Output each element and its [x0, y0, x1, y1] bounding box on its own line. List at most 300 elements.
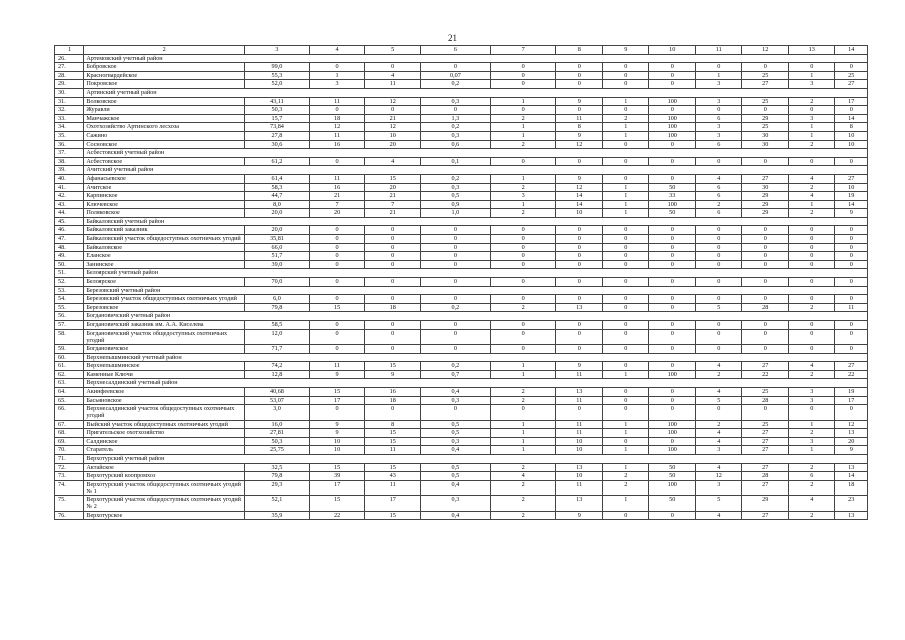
- table-row: [55, 97, 868, 106]
- row-number: 35.: [55, 131, 84, 140]
- value-cell: 0: [556, 106, 603, 115]
- row-number: 36.: [55, 140, 84, 149]
- column-header: 3: [245, 46, 310, 55]
- row-number: 32.: [55, 106, 84, 115]
- value-cell: 0,4: [421, 480, 491, 495]
- value-cell: 79,8: [245, 303, 310, 312]
- value-cell: 22: [309, 511, 365, 520]
- ground-name: Бобровское: [84, 63, 245, 72]
- value-cell: 20: [835, 437, 868, 446]
- value-cell: 1: [602, 496, 649, 511]
- row-number: 39.: [55, 166, 84, 175]
- value-cell: 100: [649, 97, 696, 106]
- value-cell: 2: [490, 387, 556, 396]
- row-number: 71.: [55, 454, 84, 463]
- value-cell: 11: [309, 131, 365, 140]
- value-cell: 71,7: [245, 345, 310, 354]
- value-cell: 1: [490, 123, 556, 132]
- value-cell: 0: [649, 63, 696, 72]
- value-cell: 0: [421, 260, 491, 269]
- value-cell: 0: [556, 321, 603, 330]
- value-cell: 0: [788, 329, 835, 344]
- value-cell: 6: [788, 472, 835, 481]
- value-cell: 0: [602, 278, 649, 287]
- value-cell: 0: [649, 71, 696, 80]
- value-cell: 28: [742, 472, 789, 481]
- section-row: [55, 166, 868, 175]
- value-cell: 0,5: [421, 463, 491, 472]
- value-cell: 15: [365, 463, 421, 472]
- value-cell: 0: [742, 106, 789, 115]
- value-cell: 100: [649, 480, 696, 495]
- ground-name: Верхнесалдинский участок общедоступных охотничьих угодий: [84, 405, 245, 420]
- value-cell: 4: [695, 437, 742, 446]
- value-cell: 0: [490, 295, 556, 304]
- value-cell: 0: [421, 235, 491, 244]
- row-number: 70.: [55, 446, 84, 455]
- row-number: 75.: [55, 496, 84, 511]
- table-row: [55, 387, 868, 396]
- value-cell: 100: [649, 420, 696, 429]
- value-cell: 1: [602, 429, 649, 438]
- ground-name: Верхотурский коопромхоз: [84, 472, 245, 481]
- value-cell: 0: [490, 80, 556, 89]
- table-row: [55, 106, 868, 115]
- value-cell: 0: [835, 243, 868, 252]
- table-row: [55, 131, 868, 140]
- value-cell: 2: [788, 140, 835, 149]
- value-cell: 28: [742, 396, 789, 405]
- row-number: 44.: [55, 209, 84, 218]
- value-cell: 0: [556, 252, 603, 261]
- value-cell: 11: [556, 114, 603, 123]
- section-title: Белоярский учетный район: [84, 269, 868, 278]
- row-number: 59.: [55, 345, 84, 354]
- ground-name: Богдановичский заказник им. А.А. Киселева: [84, 321, 245, 330]
- value-cell: 1: [602, 463, 649, 472]
- page-number: 21: [448, 33, 457, 43]
- value-cell: 27: [835, 362, 868, 371]
- ground-name: Богдановичский участок общедоступных охотничьих угодий: [84, 329, 245, 344]
- value-cell: 0,5: [421, 192, 491, 201]
- row-number: 47.: [55, 235, 84, 244]
- value-cell: 0: [835, 405, 868, 420]
- value-cell: 0: [788, 345, 835, 354]
- value-cell: 15: [365, 429, 421, 438]
- value-cell: 0: [742, 235, 789, 244]
- value-cell: 20,0: [245, 209, 310, 218]
- value-cell: 0: [742, 329, 789, 344]
- value-cell: 15: [309, 463, 365, 472]
- value-cell: 4: [695, 387, 742, 396]
- value-cell: 3: [695, 123, 742, 132]
- value-cell: 0: [695, 295, 742, 304]
- value-cell: 0,5: [421, 472, 491, 481]
- ground-name: Березовское: [84, 303, 245, 312]
- value-cell: 0: [649, 511, 696, 520]
- row-number: 26.: [55, 54, 84, 63]
- value-cell: 12,8: [245, 370, 310, 379]
- ground-name: Богдановичское: [84, 345, 245, 354]
- value-cell: 9: [309, 420, 365, 429]
- value-cell: 2: [490, 140, 556, 149]
- value-cell: 18: [365, 396, 421, 405]
- value-cell: 1: [602, 183, 649, 192]
- value-cell: 0: [695, 106, 742, 115]
- value-cell: 8: [556, 123, 603, 132]
- row-number: 76.: [55, 511, 84, 520]
- value-cell: 4: [695, 174, 742, 183]
- value-cell: 30: [742, 140, 789, 149]
- value-cell: 39: [309, 472, 365, 481]
- value-cell: 0: [742, 345, 789, 354]
- value-cell: 13: [556, 496, 603, 511]
- value-cell: 13: [556, 303, 603, 312]
- ground-name: Каменные Ключи: [84, 370, 245, 379]
- value-cell: 0,4: [421, 387, 491, 396]
- value-cell: 0: [602, 396, 649, 405]
- value-cell: 0: [835, 235, 868, 244]
- table-row: [55, 303, 868, 312]
- row-number: 62.: [55, 370, 84, 379]
- value-cell: 0: [421, 226, 491, 235]
- value-cell: 3,0: [245, 405, 310, 420]
- value-cell: 11: [309, 362, 365, 371]
- value-cell: 0: [649, 345, 696, 354]
- value-cell: 29: [742, 192, 789, 201]
- value-cell: 1: [602, 420, 649, 429]
- value-cell: 11: [556, 429, 603, 438]
- value-cell: 2: [788, 209, 835, 218]
- value-cell: 50,3: [245, 106, 310, 115]
- value-cell: 27,8: [245, 131, 310, 140]
- value-cell: 0,3: [421, 396, 491, 405]
- table-row: [55, 496, 868, 511]
- value-cell: 25: [835, 71, 868, 80]
- value-cell: 40,68: [245, 387, 310, 396]
- value-cell: 0: [556, 71, 603, 80]
- value-cell: 15: [365, 511, 421, 520]
- table-row: [55, 295, 868, 304]
- value-cell: 0: [602, 295, 649, 304]
- value-cell: 0: [365, 321, 421, 330]
- section-row: [55, 88, 868, 97]
- value-cell: 12: [695, 472, 742, 481]
- value-cell: 0: [695, 252, 742, 261]
- value-cell: 0,9: [421, 200, 491, 209]
- value-cell: 9: [365, 370, 421, 379]
- value-cell: 0: [490, 226, 556, 235]
- value-cell: 0: [695, 260, 742, 269]
- value-cell: 0: [649, 106, 696, 115]
- column-header: 7: [490, 46, 556, 55]
- value-cell: 10: [835, 140, 868, 149]
- value-cell: 0: [835, 295, 868, 304]
- value-cell: 1: [490, 370, 556, 379]
- table-row: [55, 370, 868, 379]
- value-cell: 9: [835, 209, 868, 218]
- row-number: 38.: [55, 157, 84, 166]
- row-number: 66.: [55, 405, 84, 420]
- value-cell: 10: [365, 131, 421, 140]
- section-title: Верхнепышминский учетный район: [84, 353, 868, 362]
- value-cell: 0: [835, 252, 868, 261]
- ground-name: Красногвардейское: [84, 71, 245, 80]
- value-cell: 0: [490, 405, 556, 420]
- column-header: 13: [788, 46, 835, 55]
- value-cell: 0: [309, 252, 365, 261]
- value-cell: 12: [556, 140, 603, 149]
- ground-name: Карпинское: [84, 192, 245, 201]
- row-number: 41.: [55, 183, 84, 192]
- column-header: 12: [742, 46, 789, 55]
- value-cell: 0: [556, 295, 603, 304]
- value-cell: 0: [602, 243, 649, 252]
- value-cell: 10: [835, 183, 868, 192]
- section-row: [55, 353, 868, 362]
- section-row: [55, 312, 868, 321]
- value-cell: 11: [556, 420, 603, 429]
- value-cell: 0: [695, 345, 742, 354]
- table-row: [55, 63, 868, 72]
- value-cell: 52,1: [245, 496, 310, 511]
- value-cell: 0: [788, 235, 835, 244]
- value-cell: 0: [788, 106, 835, 115]
- value-cell: 1: [788, 131, 835, 140]
- value-cell: 61,4: [245, 174, 310, 183]
- column-header: 5: [365, 46, 421, 55]
- table-row: [55, 243, 868, 252]
- ground-name: Сосновское: [84, 140, 245, 149]
- value-cell: 14: [556, 192, 603, 201]
- section-row: [55, 54, 868, 63]
- value-cell: 17: [309, 480, 365, 495]
- value-cell: 0: [835, 329, 868, 344]
- row-number: 27.: [55, 63, 84, 72]
- value-cell: 0: [490, 321, 556, 330]
- value-cell: 2: [602, 114, 649, 123]
- value-cell: 0,3: [421, 437, 491, 446]
- row-number: 30.: [55, 88, 84, 97]
- value-cell: 1: [490, 97, 556, 106]
- value-cell: 0: [602, 405, 649, 420]
- value-cell: 21: [365, 192, 421, 201]
- column-header: 8: [556, 46, 603, 55]
- value-cell: 100: [649, 446, 696, 455]
- table-row: [55, 252, 868, 261]
- value-cell: 3: [695, 480, 742, 495]
- value-cell: 4: [490, 472, 556, 481]
- value-cell: 0: [602, 157, 649, 166]
- row-number: 46.: [55, 226, 84, 235]
- value-cell: 3: [788, 114, 835, 123]
- value-cell: 0: [649, 396, 696, 405]
- row-number: 63.: [55, 379, 84, 388]
- value-cell: 0: [490, 63, 556, 72]
- section-title: Богдановичский учетный район: [84, 312, 868, 321]
- value-cell: 0: [365, 260, 421, 269]
- value-cell: 0: [695, 405, 742, 420]
- value-cell: 0: [556, 157, 603, 166]
- value-cell: 2: [490, 396, 556, 405]
- value-cell: 1: [490, 362, 556, 371]
- row-number: 31.: [55, 97, 84, 106]
- row-number: 45.: [55, 217, 84, 226]
- value-cell: 4: [695, 511, 742, 520]
- value-cell: 0: [788, 295, 835, 304]
- value-cell: 4: [365, 71, 421, 80]
- value-cell: 2: [490, 209, 556, 218]
- ground-name: Сажино: [84, 131, 245, 140]
- section-title: Асбестовский учетный район: [84, 149, 868, 158]
- value-cell: 16: [309, 140, 365, 149]
- value-cell: 0,7: [421, 370, 491, 379]
- value-cell: 100: [649, 123, 696, 132]
- value-cell: 21: [365, 114, 421, 123]
- value-cell: 15: [365, 437, 421, 446]
- row-number: 58.: [55, 329, 84, 344]
- value-cell: 35,81: [245, 235, 310, 244]
- value-cell: 50: [649, 496, 696, 511]
- value-cell: 0: [742, 278, 789, 287]
- header-row: [55, 46, 868, 55]
- value-cell: 0: [649, 303, 696, 312]
- row-number: 49.: [55, 252, 84, 261]
- value-cell: 6: [695, 140, 742, 149]
- value-cell: 21: [365, 209, 421, 218]
- table-row: [55, 321, 868, 330]
- value-cell: 0: [602, 345, 649, 354]
- row-number: 68.: [55, 429, 84, 438]
- value-cell: 0,6: [421, 140, 491, 149]
- value-cell: 30: [742, 131, 789, 140]
- value-cell: 3: [788, 387, 835, 396]
- table-row: [55, 420, 868, 429]
- value-cell: 0: [649, 260, 696, 269]
- value-cell: 9: [556, 131, 603, 140]
- value-cell: 0: [649, 235, 696, 244]
- value-cell: 12: [309, 123, 365, 132]
- value-cell: 0: [421, 106, 491, 115]
- row-number: 48.: [55, 243, 84, 252]
- value-cell: 1,3: [421, 114, 491, 123]
- row-number: 73.: [55, 472, 84, 481]
- value-cell: 0,3: [421, 131, 491, 140]
- value-cell: 0: [365, 295, 421, 304]
- value-cell: 1: [490, 200, 556, 209]
- value-cell: 2: [788, 429, 835, 438]
- value-cell: 0: [556, 243, 603, 252]
- section-row: [55, 454, 868, 463]
- value-cell: 4: [788, 496, 835, 511]
- value-cell: 13: [556, 387, 603, 396]
- value-cell: 0: [695, 321, 742, 330]
- value-cell: 8,0: [245, 200, 310, 209]
- value-cell: 5: [695, 396, 742, 405]
- value-cell: 29: [742, 114, 789, 123]
- value-cell: 1: [602, 192, 649, 201]
- value-cell: 11: [365, 446, 421, 455]
- ground-name: Ачитское: [84, 183, 245, 192]
- value-cell: 0: [556, 405, 603, 420]
- value-cell: 29: [742, 200, 789, 209]
- value-cell: 0: [649, 362, 696, 371]
- value-cell: 14: [835, 200, 868, 209]
- value-cell: 1: [695, 71, 742, 80]
- table-row: [55, 174, 868, 183]
- value-cell: 0: [602, 511, 649, 520]
- value-cell: 61,2: [245, 157, 310, 166]
- table-row: [55, 405, 868, 420]
- value-cell: 55,3: [245, 71, 310, 80]
- value-cell: 0,4: [421, 511, 491, 520]
- value-cell: 27: [742, 446, 789, 455]
- value-cell: 30,6: [245, 140, 310, 149]
- value-cell: 2: [602, 480, 649, 495]
- column-header: 6: [421, 46, 491, 55]
- value-cell: 0: [421, 63, 491, 72]
- ground-name: Басьяновское: [84, 396, 245, 405]
- ground-name: Байкаловское: [84, 243, 245, 252]
- value-cell: 0: [365, 63, 421, 72]
- table-row: [55, 140, 868, 149]
- value-cell: 0: [421, 278, 491, 287]
- value-cell: 0: [490, 157, 556, 166]
- ground-name: Акинфеевское: [84, 387, 245, 396]
- value-cell: 27: [742, 429, 789, 438]
- value-cell: 0: [695, 329, 742, 344]
- row-number: 52.: [55, 278, 84, 287]
- ground-name: Еланское: [84, 252, 245, 261]
- value-cell: 17: [835, 396, 868, 405]
- value-cell: 0: [835, 106, 868, 115]
- value-cell: 3: [490, 192, 556, 201]
- value-cell: 43,11: [245, 97, 310, 106]
- value-cell: 15,7: [245, 114, 310, 123]
- table-row: [55, 192, 868, 201]
- row-number: 51.: [55, 269, 84, 278]
- value-cell: 25,75: [245, 446, 310, 455]
- value-cell: 0,5: [421, 420, 491, 429]
- value-cell: 29: [742, 496, 789, 511]
- value-cell: 0,2: [421, 123, 491, 132]
- value-cell: 4: [788, 174, 835, 183]
- value-cell: 29: [742, 209, 789, 218]
- value-cell: 0: [421, 243, 491, 252]
- table-row: [55, 480, 868, 495]
- value-cell: 0: [649, 252, 696, 261]
- value-cell: 0: [788, 63, 835, 72]
- value-cell: 20: [309, 209, 365, 218]
- value-cell: 3: [788, 437, 835, 446]
- value-cell: 8: [835, 123, 868, 132]
- value-cell: 2: [490, 303, 556, 312]
- value-cell: 0: [309, 329, 365, 344]
- value-cell: 0: [490, 235, 556, 244]
- value-cell: 0: [421, 295, 491, 304]
- value-cell: 100: [649, 131, 696, 140]
- value-cell: 2: [788, 97, 835, 106]
- value-cell: 50: [649, 472, 696, 481]
- value-cell: 0: [602, 252, 649, 261]
- value-cell: 0: [309, 321, 365, 330]
- value-cell: 2: [695, 420, 742, 429]
- value-cell: 29,3: [245, 480, 310, 495]
- ground-name: Верхотурский участок общедоступных охотничьих угодий № 1: [84, 480, 245, 495]
- value-cell: 0: [788, 278, 835, 287]
- table-row: [55, 183, 868, 192]
- value-cell: 0: [695, 226, 742, 235]
